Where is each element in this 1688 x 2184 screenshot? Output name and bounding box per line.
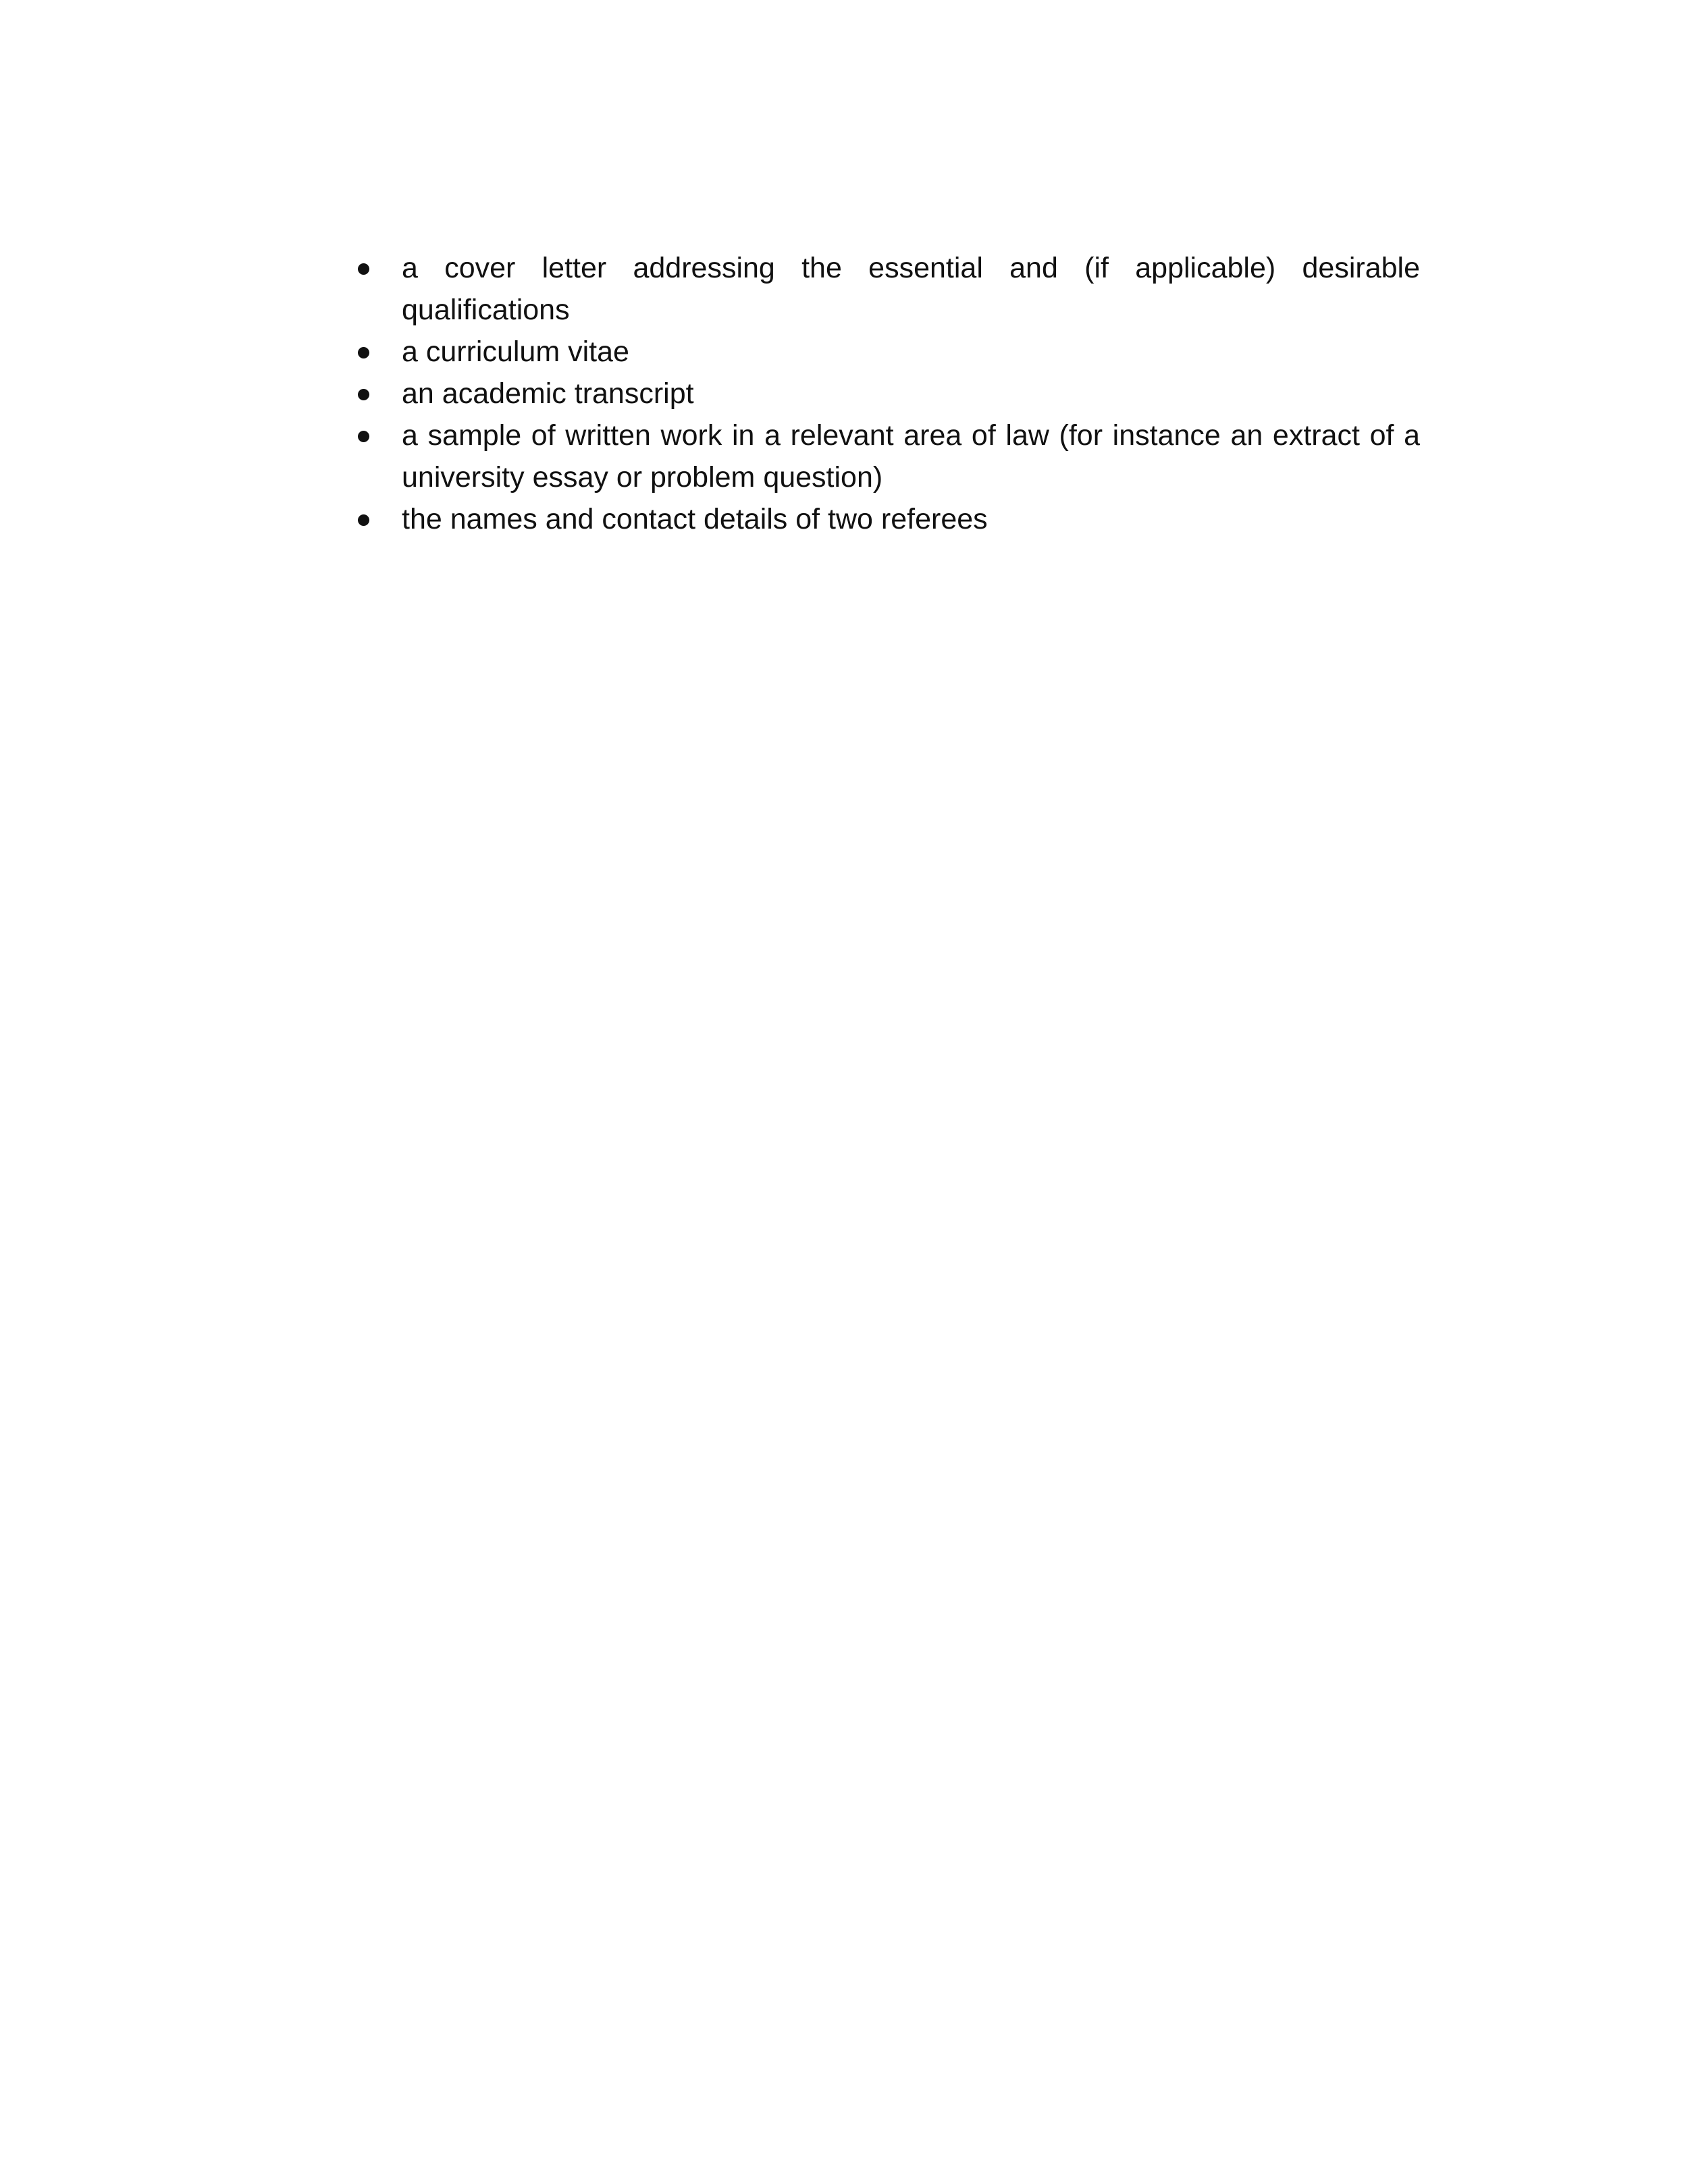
bullet-icon bbox=[358, 389, 369, 400]
bullet-icon bbox=[358, 263, 369, 275]
list-item bbox=[358, 415, 1420, 498]
list-item bbox=[358, 247, 1420, 331]
bullet-icon bbox=[358, 514, 369, 526]
list-item-text: an academic transcript bbox=[402, 377, 694, 410]
bullet-icon bbox=[358, 347, 369, 358]
list-item-text: a cover letter addressing the essential and (if applicable) desirable qualifications bbox=[402, 252, 1420, 326]
bullet-icon bbox=[358, 431, 369, 442]
requirements-list bbox=[358, 247, 1420, 540]
list-item bbox=[358, 331, 1420, 373]
list-item bbox=[358, 498, 1420, 540]
list-item-text: a curriculum vitae bbox=[402, 336, 629, 368]
list-item-text: a sample of written work in a relevant area of law (for instance an extract of a university essay or problem question) bbox=[402, 419, 1420, 494]
list-item bbox=[358, 373, 1420, 415]
list-item-text: the names and contact details of two referees bbox=[402, 503, 988, 535]
